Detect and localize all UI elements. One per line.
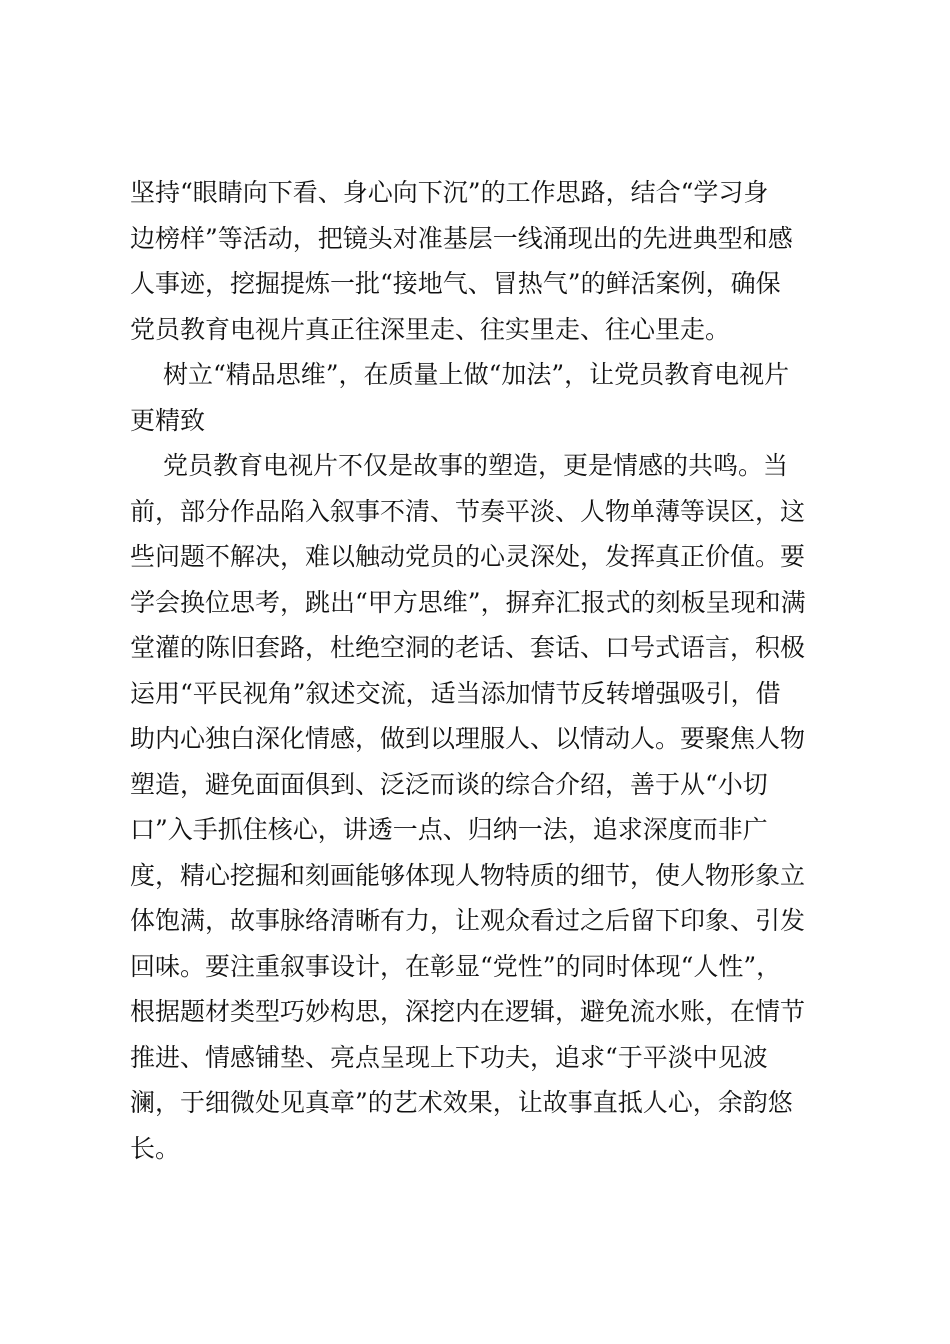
text-line: 堂灌的陈旧套路，杜绝空洞的老话、套话、口号式语言，积极 [130,633,806,662]
text-line: 坚持“眼睛向下看、身心向下沉”的工作思路，结合“学习身 [130,178,769,207]
section-heading [130,352,830,443]
text-line: 边榜样”等活动，把镜头对准基层一线涌现出的先进典型和感 [130,223,793,253]
paragraph-2 [130,443,830,1171]
heading-line: 树立“精品思维”，在质量上做“加法”，让党员教育电视片 [163,360,790,389]
text-line: 澜，于细微处见真章”的艺术效果，让故事直抵人心，余韵悠 [130,1088,793,1117]
text-line: 体饱满，故事脉络清晰有力，让观众看过之后留下印象、引发 [130,906,806,935]
text-line: 助内心独白深化情感，做到以理服人、以情动人。要聚焦人物 [130,724,806,753]
heading-line: 更精致 [130,405,206,435]
text-line: 党员教育电视片真正往深里走、往实里走、往心里走。 [130,314,731,344]
text-line: 些问题不解决，难以触动党员的心灵深处，发挥真正价值。要 [130,542,806,571]
text-line: 人事迹，挖掘提炼一批“接地气、冒热气”的鲜活案例，确保 [130,269,781,298]
text-line: 根据题材类型巧妙构思，深挖内在逻辑，避免流水账，在情节 [130,997,806,1026]
text-line: 度，精心挖掘和刻画能够体现人物特质的细节，使人物形象立 [130,860,806,890]
document-body [130,170,830,1171]
text-line: 口”入手抓住核心，讲透一点、归纳一法，追求深度而非广 [130,815,768,844]
text-line: 推进、情感铺垫、亮点呈现上下功夫，追求“于平淡中见波 [130,1042,768,1072]
text-line: 回味。要注重叙事设计，在彰显“党性”的同时体现“人性”， [130,951,782,981]
text-line: 运用“平民视角”叙述交流，适当添加情节反转增强吸引，借 [130,678,781,708]
text-line: 塑造，避免面面俱到、泛泛而谈的综合介绍，善于从“小切 [130,769,768,799]
text-line: 前，部分作品陷入叙事不清、节奏平淡、人物单薄等误区，这 [130,496,806,526]
text-line: 长。 [130,1133,181,1163]
paragraph-1 [130,170,830,352]
text-line: 学会换位思考，跳出“甲方思维”，摒弃汇报式的刻板呈现和满 [130,587,806,617]
text-line: 党员教育电视片不仅是故事的塑造，更是情感的共鸣。当 [163,451,789,480]
